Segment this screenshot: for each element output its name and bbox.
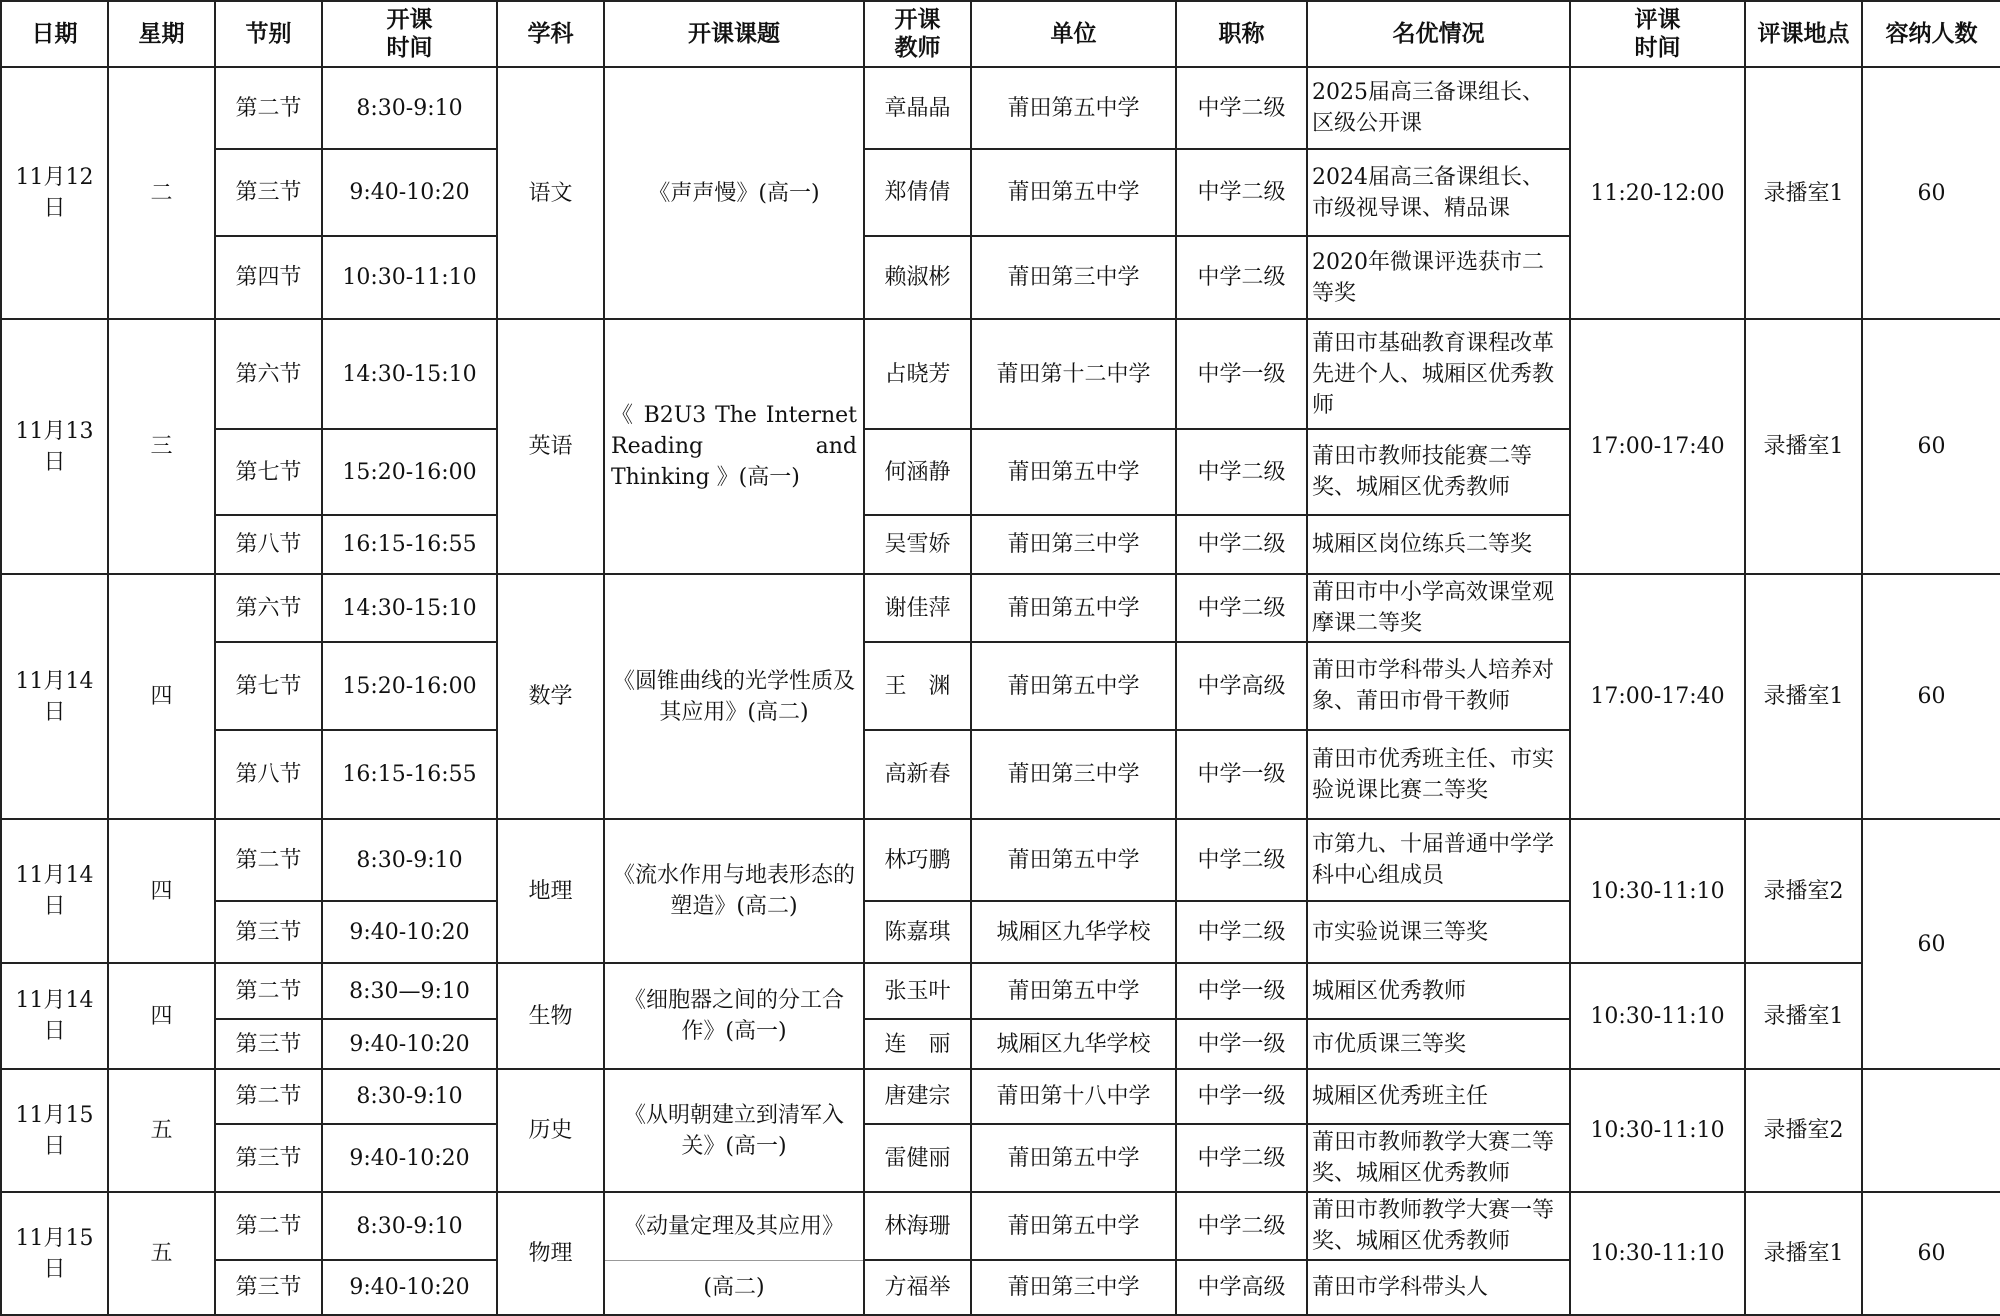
time-cell: 8:30-9:10 xyxy=(322,1192,497,1260)
unit-cell: 莆田第十二中学 xyxy=(971,319,1176,429)
header-weekday: 星期 xyxy=(108,1,215,67)
title-cell: 中学高级 xyxy=(1176,1260,1307,1315)
table-row xyxy=(1,1069,2000,1124)
topic-cell: 《细胞器之间的分工合作》(高一) xyxy=(604,963,864,1069)
honors-cell: 莆田市基础教育课程改革先进个人、城厢区优秀教师 xyxy=(1307,319,1570,429)
date-cell: 11月14日 xyxy=(1,819,108,963)
eval-place-cell: 录播室2 xyxy=(1745,1069,1862,1192)
teacher-cell: 林海珊 xyxy=(864,1192,971,1260)
honors-cell: 市实验说课三等奖 xyxy=(1307,901,1570,963)
teacher-cell: 连 丽 xyxy=(864,1019,971,1069)
honors-cell: 2025届高三备课组长、区级公开课 xyxy=(1307,67,1570,149)
period-cell: 第四节 xyxy=(215,236,322,319)
weekday-cell: 四 xyxy=(108,963,215,1069)
header-eval-place: 评课地点 xyxy=(1745,1,1862,67)
eval-time-cell: 11:20-12:00 xyxy=(1570,67,1745,319)
unit-cell: 莆田第三中学 xyxy=(971,515,1176,574)
time-cell: 16:15-16:55 xyxy=(322,515,497,574)
date-cell: 11月14日 xyxy=(1,963,108,1069)
honors-cell: 莆田市优秀班主任、市实验说课比赛二等奖 xyxy=(1307,730,1570,819)
capacity-cell: 60 xyxy=(1862,319,2000,574)
capacity-cell-empty xyxy=(1862,1069,2000,1192)
table-row xyxy=(1,67,2000,149)
date-cell: 11月14日 xyxy=(1,574,108,819)
period-cell: 第八节 xyxy=(215,515,322,574)
unit-cell: 莆田第五中学 xyxy=(971,574,1176,642)
header-unit: 单位 xyxy=(971,1,1176,67)
weekday-cell: 五 xyxy=(108,1069,215,1192)
topic-cell: 《流水作用与地表形态的塑造》(高二) xyxy=(604,819,864,963)
teacher-cell: 赖淑彬 xyxy=(864,236,971,319)
header-teacher-line1: 开课 xyxy=(894,6,941,33)
header-date: 日期 xyxy=(1,1,108,67)
header-class-time-line1: 开课 xyxy=(386,6,433,33)
table-row xyxy=(1,574,2000,642)
eval-time-cell: 10:30-11:10 xyxy=(1570,1069,1745,1192)
unit-cell: 莆田第三中学 xyxy=(971,730,1176,819)
unit-cell: 城厢区九华学校 xyxy=(971,1019,1176,1069)
unit-cell: 莆田第五中学 xyxy=(971,963,1176,1019)
period-cell: 第三节 xyxy=(215,149,322,236)
unit-cell: 城厢区九华学校 xyxy=(971,901,1176,963)
time-cell: 9:40-10:20 xyxy=(322,1019,497,1069)
honors-cell: 莆田市学科带头人培养对象、莆田市骨干教师 xyxy=(1307,642,1570,730)
eval-place-cell: 录播室2 xyxy=(1745,819,1862,963)
date-cell: 11月15日 xyxy=(1,1069,108,1192)
table-row xyxy=(1,1192,2000,1260)
title-cell: 中学二级 xyxy=(1176,149,1307,236)
eval-place-cell: 录播室1 xyxy=(1745,1192,1862,1315)
header-class-time-line2: 时间 xyxy=(386,34,433,61)
period-cell: 第二节 xyxy=(215,819,322,901)
honors-cell: 市优质课三等奖 xyxy=(1307,1019,1570,1069)
time-cell: 15:20-16:00 xyxy=(322,429,497,515)
subject-cell: 数学 xyxy=(497,574,604,819)
period-cell: 第二节 xyxy=(215,1192,322,1260)
capacity-cell: 60 xyxy=(1862,1192,2000,1315)
header-row xyxy=(1,1,2000,67)
title-cell: 中学二级 xyxy=(1176,1124,1307,1192)
period-cell: 第七节 xyxy=(215,429,322,515)
topic-cell: 《 B2U3 The Internet Reading and Thinking 》(高一) xyxy=(604,319,864,574)
topic-cell: 《圆锥曲线的光学性质及其应用》(高二) xyxy=(604,574,864,819)
unit-cell: 莆田第十八中学 xyxy=(971,1069,1176,1124)
teacher-cell: 吴雪娇 xyxy=(864,515,971,574)
time-cell: 9:40-10:20 xyxy=(322,901,497,963)
weekday-cell: 五 xyxy=(108,1192,215,1315)
header-period: 节别 xyxy=(215,1,322,67)
date-cell: 11月15日 xyxy=(1,1192,108,1315)
title-cell: 中学一级 xyxy=(1176,1069,1307,1124)
teacher-cell: 林巧鹏 xyxy=(864,819,971,901)
period-cell: 第八节 xyxy=(215,730,322,819)
period-cell: 第二节 xyxy=(215,67,322,149)
teacher-cell: 谢佳萍 xyxy=(864,574,971,642)
teacher-cell: 雷健丽 xyxy=(864,1124,971,1192)
teacher-cell: 王 渊 xyxy=(864,642,971,730)
weekday-cell: 四 xyxy=(108,819,215,963)
unit-cell: 莆田第五中学 xyxy=(971,1192,1176,1260)
time-cell: 9:40-10:20 xyxy=(322,1260,497,1315)
period-cell: 第六节 xyxy=(215,574,322,642)
period-cell: 第二节 xyxy=(215,963,322,1019)
title-cell: 中学二级 xyxy=(1176,574,1307,642)
weekday-cell: 三 xyxy=(108,319,215,574)
header-title: 职称 xyxy=(1176,1,1307,67)
subject-cell: 历史 xyxy=(497,1069,604,1192)
honors-cell: 城厢区优秀班主任 xyxy=(1307,1069,1570,1124)
unit-cell: 莆田第五中学 xyxy=(971,67,1176,149)
time-cell: 16:15-16:55 xyxy=(322,730,497,819)
teacher-cell: 占晓芳 xyxy=(864,319,971,429)
title-cell: 中学二级 xyxy=(1176,429,1307,515)
header-capacity: 容纳人数 xyxy=(1862,1,2000,67)
teacher-cell: 郑倩倩 xyxy=(864,149,971,236)
title-cell: 中学二级 xyxy=(1176,819,1307,901)
title-cell: 中学高级 xyxy=(1176,642,1307,730)
title-cell: 中学二级 xyxy=(1176,1192,1307,1260)
teacher-cell: 张玉叶 xyxy=(864,963,971,1019)
period-cell: 第三节 xyxy=(215,1019,322,1069)
teacher-cell: 唐建宗 xyxy=(864,1069,971,1124)
table-row xyxy=(1,819,2000,901)
topic-cell-line1: 《动量定理及其应用》 xyxy=(604,1192,864,1260)
unit-cell: 莆田第五中学 xyxy=(971,819,1176,901)
unit-cell: 莆田第三中学 xyxy=(971,1260,1176,1315)
title-cell: 中学二级 xyxy=(1176,515,1307,574)
header-eval-time-line1: 评课 xyxy=(1634,6,1681,33)
weekday-cell: 二 xyxy=(108,67,215,319)
time-cell: 15:20-16:00 xyxy=(322,642,497,730)
header-eval-time xyxy=(1570,1,1745,67)
header-honors: 名优情况 xyxy=(1307,1,1570,67)
topic-cell: 《从明朝建立到清军入关》(高一) xyxy=(604,1069,864,1192)
table-row xyxy=(1,963,2000,1019)
topic-cell: 《声声慢》(高一) xyxy=(604,67,864,319)
weekday-cell: 四 xyxy=(108,574,215,819)
eval-time-cell: 10:30-11:10 xyxy=(1570,819,1745,963)
eval-place-cell: 录播室1 xyxy=(1745,67,1862,319)
honors-cell: 莆田市教师教学大赛二等奖、城厢区优秀教师 xyxy=(1307,1124,1570,1192)
table-row xyxy=(1,319,2000,429)
teacher-cell: 高新春 xyxy=(864,730,971,819)
header-topic: 开课课题 xyxy=(604,1,864,67)
title-cell: 中学一级 xyxy=(1176,963,1307,1019)
header-subject: 学科 xyxy=(497,1,604,67)
time-cell: 14:30-15:10 xyxy=(322,319,497,429)
period-cell: 第三节 xyxy=(215,901,322,963)
date-cell: 11月12日 xyxy=(1,67,108,319)
honors-cell: 城厢区岗位练兵二等奖 xyxy=(1307,515,1570,574)
eval-place-cell: 录播室1 xyxy=(1745,319,1862,574)
unit-cell: 莆田第五中学 xyxy=(971,429,1176,515)
title-cell: 中学一级 xyxy=(1176,730,1307,819)
eval-time-cell: 17:00-17:40 xyxy=(1570,574,1745,819)
honors-cell: 市第九、十届普通中学学科中心组成员 xyxy=(1307,819,1570,901)
teacher-cell: 方福举 xyxy=(864,1260,971,1315)
period-cell: 第六节 xyxy=(215,319,322,429)
header-teacher-line2: 教师 xyxy=(894,34,941,61)
header-eval-time-line2: 时间 xyxy=(1634,34,1681,61)
time-cell: 8:30-9:10 xyxy=(322,819,497,901)
teacher-cell: 陈嘉琪 xyxy=(864,901,971,963)
honors-cell: 莆田市学科带头人 xyxy=(1307,1260,1570,1315)
eval-time-cell: 17:00-17:40 xyxy=(1570,319,1745,574)
eval-place-cell: 录播室1 xyxy=(1745,574,1862,819)
subject-cell: 物理 xyxy=(497,1192,604,1315)
date-cell: 11月13日 xyxy=(1,319,108,574)
period-cell: 第二节 xyxy=(215,1069,322,1124)
teacher-cell: 何涵静 xyxy=(864,429,971,515)
subject-cell: 语文 xyxy=(497,67,604,319)
header-class-time xyxy=(322,1,497,67)
eval-time-cell: 10:30-11:10 xyxy=(1570,1192,1745,1315)
time-cell: 8:30-9:10 xyxy=(322,1069,497,1124)
title-cell: 中学一级 xyxy=(1176,319,1307,429)
capacity-cell: 60 xyxy=(1862,67,2000,319)
subject-cell: 英语 xyxy=(497,319,604,574)
title-cell: 中学二级 xyxy=(1176,236,1307,319)
eval-place-cell: 录播室1 xyxy=(1745,963,1862,1069)
honors-cell: 2024届高三备课组长、市级视导课、精品课 xyxy=(1307,149,1570,236)
time-cell: 14:30-15:10 xyxy=(322,574,497,642)
period-cell: 第三节 xyxy=(215,1260,322,1315)
teacher-cell: 章晶晶 xyxy=(864,67,971,149)
honors-cell: 2020年微课评选获市二等奖 xyxy=(1307,236,1570,319)
header-teacher xyxy=(864,1,971,67)
time-cell: 10:30-11:10 xyxy=(322,236,497,319)
honors-cell: 莆田市教师技能赛二等奖、城厢区优秀教师 xyxy=(1307,429,1570,515)
honors-cell: 城厢区优秀教师 xyxy=(1307,963,1570,1019)
honors-cell: 莆田市教师教学大赛一等奖、城厢区优秀教师 xyxy=(1307,1192,1570,1260)
time-cell: 9:40-10:20 xyxy=(322,149,497,236)
title-cell: 中学一级 xyxy=(1176,1019,1307,1069)
time-cell: 8:30-9:10 xyxy=(322,67,497,149)
subject-cell: 生物 xyxy=(497,963,604,1069)
unit-cell: 莆田第五中学 xyxy=(971,642,1176,730)
capacity-cell: 60 xyxy=(1862,819,2000,1069)
title-cell: 中学二级 xyxy=(1176,67,1307,149)
period-cell: 第三节 xyxy=(215,1124,322,1192)
subject-cell: 地理 xyxy=(497,819,604,963)
time-cell: 9:40-10:20 xyxy=(322,1124,497,1192)
title-cell: 中学二级 xyxy=(1176,901,1307,963)
period-cell: 第七节 xyxy=(215,642,322,730)
unit-cell: 莆田第三中学 xyxy=(971,236,1176,319)
unit-cell: 莆田第五中学 xyxy=(971,1124,1176,1192)
eval-time-cell: 10:30-11:10 xyxy=(1570,963,1745,1069)
unit-cell: 莆田第五中学 xyxy=(971,149,1176,236)
topic-cell-line2: (高二) xyxy=(604,1260,864,1315)
capacity-cell: 60 xyxy=(1862,574,2000,819)
honors-cell: 莆田市中小学高效课堂观摩课二等奖 xyxy=(1307,574,1570,642)
time-cell: 8:30—9:10 xyxy=(322,963,497,1019)
